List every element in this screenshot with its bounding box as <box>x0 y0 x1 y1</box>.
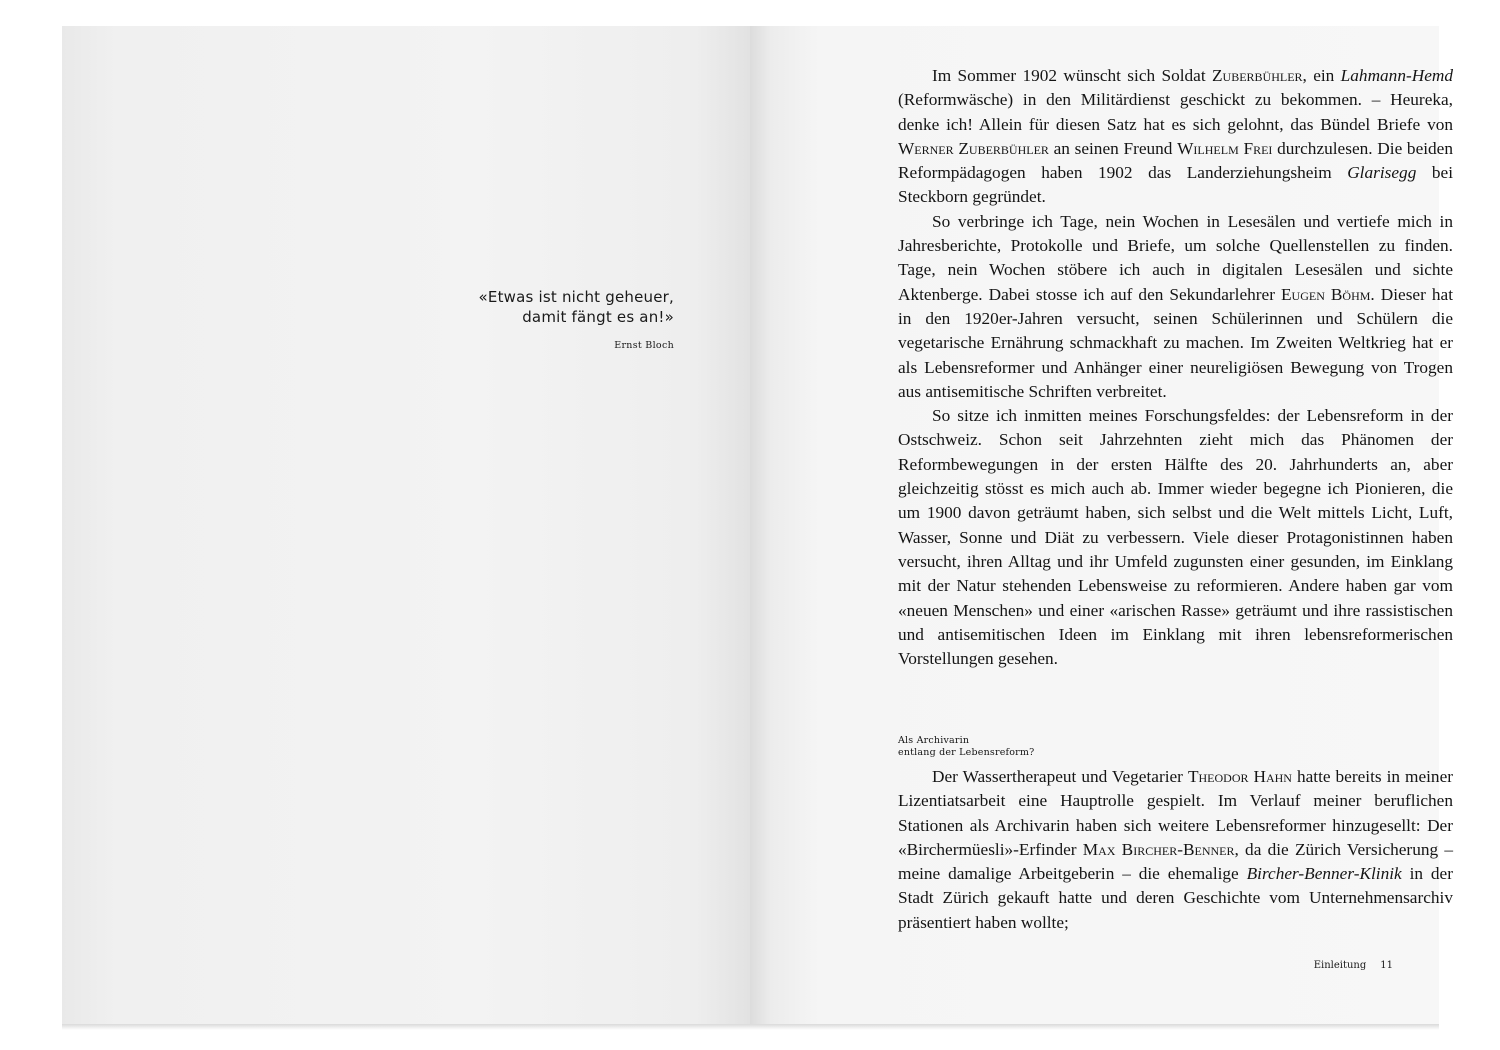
text-run: Der Wassertherapeut und Vegetarier <box>932 767 1188 786</box>
text-run: , da die Zürich Versicherung – meine damalige Arbeitgeberin – die ehemalige <box>898 839 1453 884</box>
person-name: Theodor Hahn <box>1187 767 1292 786</box>
book-shadow <box>62 1024 1439 1030</box>
text-run: bei Steckborn gegründet. <box>898 163 1453 207</box>
epigraph-quote <box>479 287 674 327</box>
italic-term: Lahmann-Hemd <box>1340 66 1453 85</box>
paragraph-1 <box>898 64 1453 210</box>
text-run: an seinen Freund <box>1048 138 1178 158</box>
text-run: durchzulesen. Die beiden Reformpädagogen haben 1902 das Landerziehungsheim <box>898 138 1453 183</box>
person-name: Zuberbühler <box>1211 66 1303 85</box>
person-name: Eugen Böhm <box>1280 284 1371 304</box>
quote-line: «Etwas ist nicht geheuer, <box>478 288 674 306</box>
page-number: 11 <box>1380 960 1393 971</box>
right-page <box>750 26 1453 1024</box>
italic-term: Bircher-Benner-Klinik <box>1246 864 1402 884</box>
text-run: , ein <box>1302 66 1341 85</box>
text-run: in der Stadt Zürich gekauft hatte und deren Geschichte vom Unternehmensarchiv präsentiert haben wollte; <box>898 864 1453 932</box>
quote-author: Ernst Bloch <box>614 340 674 351</box>
paragraph-4 <box>898 765 1453 935</box>
quote-line: damit fängt es an!» <box>522 308 674 326</box>
body-text-continued <box>898 765 1453 935</box>
person-name: Max Bircher-Benner <box>1082 839 1235 859</box>
side-heading-line: Als Archivarin <box>898 735 970 746</box>
side-heading <box>898 735 1034 759</box>
paragraph-2 <box>898 210 1453 404</box>
italic-term: Glarisegg <box>1347 163 1417 183</box>
text-run: . Dieser hat in den 1920er-Jahren versucht, seinen Schülerinnen und Schülern die vegetarische Ernährung schmackhaft zu machen. Im Zweiten Weltkrieg hat er als Lebensreformer und Anhänger einer neureligiösen Bewegung von Trogen aus antisemitische Schriften verbreitet. <box>898 284 1453 401</box>
left-page <box>62 26 750 1024</box>
paragraph-3: So sitze ich inmitten meines Forschungsfeldes: der Lebensreform in der Ostschweiz. Schon seit Jahrzehnten zieht mich das Phänomen der Reformbewegungen in der ersten Hälfte des 20. Jahrhunderts an, aber gleichzeitig stösst es mich auch ab. Immer wieder begegne ich Pionieren, die um 1900 davon geträumt haben, sich selbst und die Welt mittels Licht, Luft, Wasser, Sonne und Diät zu verbessern. Viele dieser Protagonistinnen haben versucht, ihren Alltag und ihr Umfeld zugunsten einer gesunden, im Einklang mit der Natur stehenden Lebensweise zu reformieren. Andere haben gar vom «neuen Menschen» und einer «arischen Rasse» geträumt und ihre rassistischen und antisemitischen Ideen im Einklang mit ihren lebensreformerischen Vorstellungen gesehen. <box>898 406 1453 669</box>
text-run: (Reformwäsche) in den Militärdienst geschickt zu bekommen. – Heureka, denke ich! Allein für diesen Satz hat es sich gelohnt, das Bündel Briefe von <box>898 90 1453 134</box>
text-run: Im Sommer 1902 wünscht sich Soldat <box>932 66 1212 85</box>
body-text <box>898 64 1453 671</box>
book-spread <box>62 26 1453 1024</box>
running-footer-label: Einleitung <box>1313 960 1367 971</box>
text-run: So verbringe ich Tage, nein Wochen in Lesesälen und vertiefe mich in Jahresberichte, Protokolle und Briefe, um solche Quellenstellen zu finden. Tage, nein Wochen stöbere ich auch in digitalen Lesesälen und sichte Aktenberge. Dabei stosse ich auf den Sekundarlehrer <box>898 211 1453 304</box>
person-name: Wilhelm Frei <box>1177 138 1273 158</box>
person-name: Werner Zuberbühler <box>898 138 1049 158</box>
page-footer <box>1314 960 1393 971</box>
side-heading-line: entlang der Lebensreform? <box>898 747 1035 758</box>
text-run: hatte bereits in meiner Lizentiatsarbeit eine Hauptrolle gespielt. Im Verlauf meiner beruflichen Stationen als Archivarin haben sich weitere Lebensreformer hinzugesellt: Der «Birchermüesli»-Erfinder <box>898 767 1453 859</box>
